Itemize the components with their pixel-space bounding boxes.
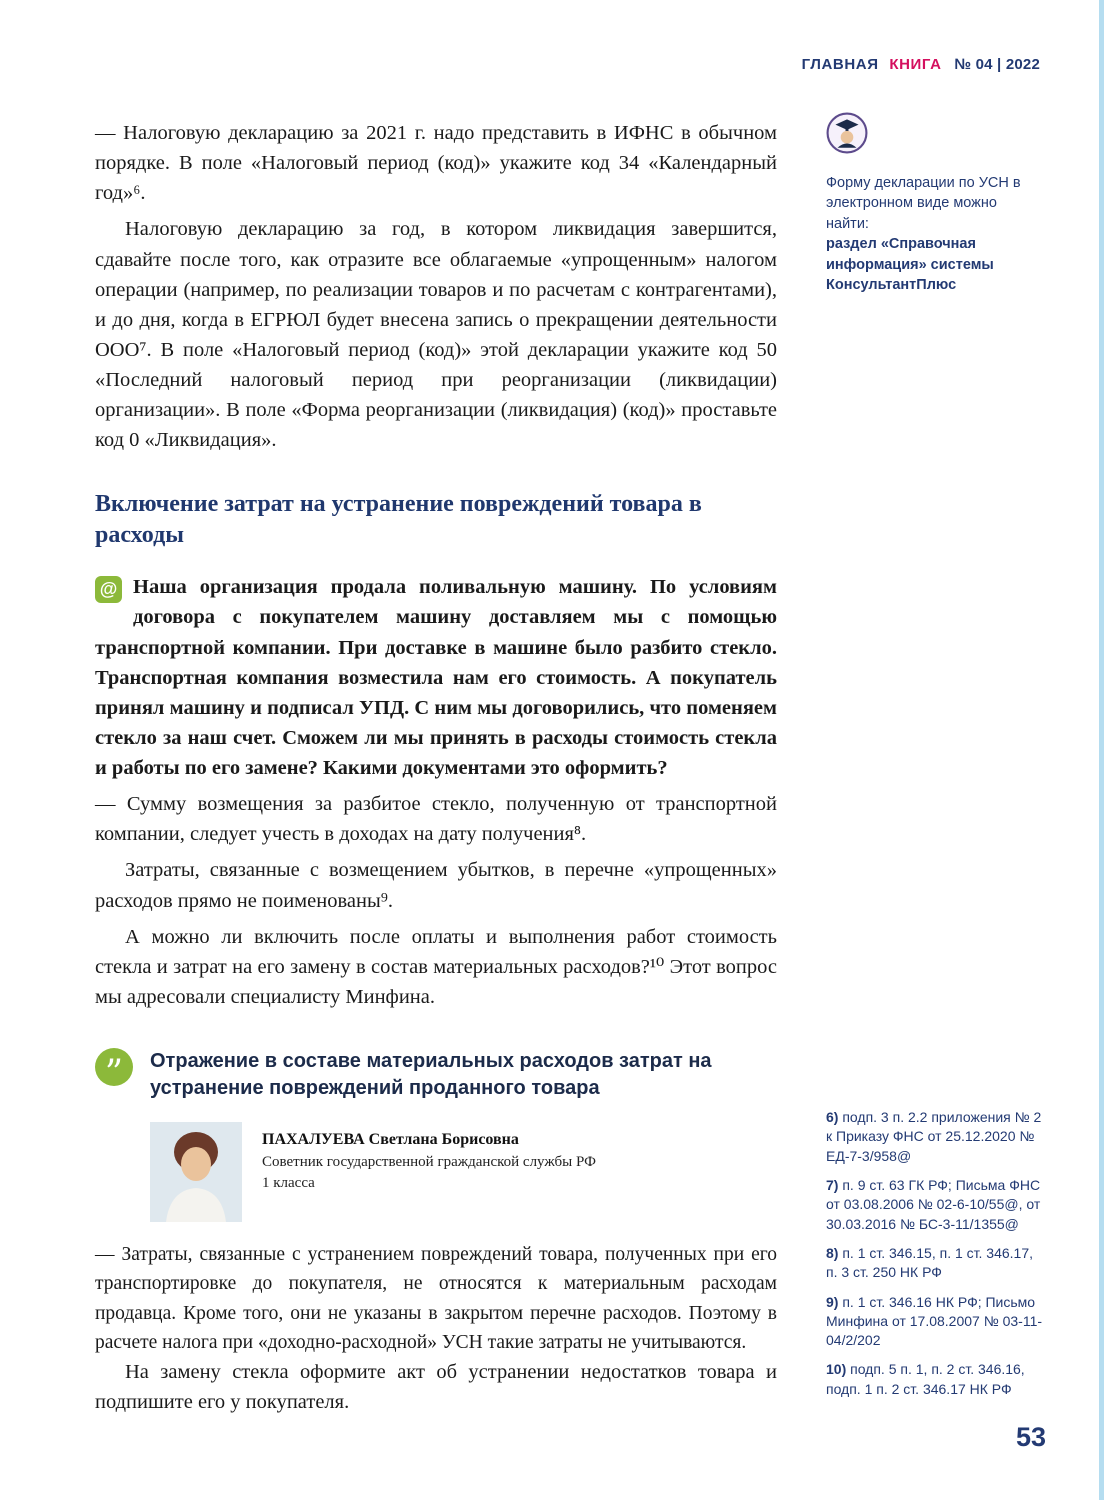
issue-number: № 04 | 2022 (954, 56, 1040, 73)
footnote-item (826, 1360, 1046, 1399)
sidebar-note-plain: Форму декларации по УСН в электронном виде можно найти: (826, 174, 1021, 232)
person-portrait-icon (150, 1122, 242, 1222)
answer-paragraph: — Налоговую декларацию за 2021 г. надо представить в ИФНС в обычном порядке. В поле «Налоговый период (код)» укажите код 34 «Календарный год»⁶. (95, 122, 777, 205)
footnote-text: подп. 3 п. 2.2 приложения № 2 к Приказу ФНС от 25.12.2020 № ЕД-7-3/958@ (826, 1109, 1042, 1164)
expert-quote-heading: Отражение в составе материальных расходов затрат на устранение повреждений проданного товара (150, 1050, 712, 1100)
page-edge-strip (1099, 0, 1104, 1500)
sidebar-note-bold: раздел «Справочная информация» системы КонсультантПлюс (826, 236, 994, 294)
footnote-item (826, 1108, 1046, 1166)
expert-photo (150, 1122, 242, 1222)
expert-mascot-icon (826, 112, 868, 154)
footnote-text: п. 9 ст. 63 ГК РФ; Письма ФНС от 03.08.2006 № 02-6-10/55@, от 30.03.2016 № БС-3-11/1355@ (826, 1176, 1041, 1232)
footnotes-block (826, 1108, 1046, 1409)
footnote-text: п. 1 ст. 346.16 НК РФ; Письмо Минфина от 17.08.2007 № 03-11-04/2/202 (826, 1293, 1043, 1349)
expert-quote-section (95, 1048, 777, 1357)
expert-title-class: 1 класса (262, 1174, 315, 1191)
footnote-number: 8) (826, 1244, 839, 1261)
footnote-number: 10) (826, 1361, 847, 1378)
question-text: Наша организация продала поливальную машину. По условиям договора с покупателем машину доставляем мы с помощью транспортной компании. При доставке в машине было разбито стекло. Транспортная компания возместила нам его стоимость. А покупатель принял машину и подписал УПД. С ним мы договорились, что поменяем стекло за наш счет. Сможем ли мы принять в расходы стоимость стекла и работы по его замене? Какими документами это оформить? (95, 576, 777, 780)
question-at-icon: @ (95, 576, 122, 603)
expert-name: ПАХАЛУЕВА Светлана Борисовна (262, 1131, 519, 1149)
expert-title: Советник государственной гражданской службы РФ (262, 1153, 596, 1170)
expert-quote-text: — Затраты, связанные с устранением повреждений товара, полученных при его транспортировке до покупателя, не относятся к материальным расходам продавца. Кроме того, они не указаны в закрытом перечне расходов. Поэтому в расчете налога при «доходно-расходной» УСН такие затраты не учитываются. (95, 1244, 777, 1353)
answer-paragraph: Затраты, связанные с возмещением убытков, в перечне «упрощенных» расходов прямо не поименованы⁹. (95, 859, 777, 912)
sidebar-note-text (826, 173, 1040, 296)
expert-info (262, 1122, 596, 1194)
footnote-text: подп. 5 п. 1, п. 2 ст. 346.16, подп. 1 п. 2 ст. 346.17 НК РФ (826, 1361, 1025, 1397)
closing-paragraph: На замену стекла оформите акт об устранении недостатков товара и подпишите его у покупателя. (95, 1361, 777, 1414)
answer-paragraph: Налоговую декларацию за год, в котором ликвидация завершится, сдавайте после того, как отразите все облагаемые «упрощенным» налогом операции (например, по реализации товаров и по расчетам с контрагентами), и до дня, когда в ЕГРЮЛ будет внесена запись о прекращении деятельности ООО⁷. В поле «Налоговый период (код)» этой декларации укажите код 50 «Последний налоговый период при реорганизации (ликвидации) организации». В поле «Форма реорганизации (ликвидация) (код)» проставьте код 0 «Ликвидация». (95, 218, 777, 452)
question-block (95, 572, 777, 783)
answer-paragraph: — Сумму возмещения за разбитое стекло, полученную от транспортной компании, следует учесть в доходах на дату получения⁸. (95, 793, 777, 846)
brand-kniga: КНИГА (889, 56, 942, 73)
footnote-item (826, 1293, 1046, 1351)
section-heading: Включение затрат на устранение повреждений товара в расходы (95, 491, 702, 548)
quote-icon: ” (95, 1048, 133, 1086)
footnote-number: 7) (826, 1176, 839, 1193)
footnote-number: 9) (826, 1293, 839, 1310)
footnote-number: 6) (826, 1109, 839, 1125)
answer-paragraph: А можно ли включить после оплаты и выполнения работ стоимость стекла и затрат на его замену в состав материальных расходов?¹⁰ Этот вопрос мы адресовали специалисту Минфина. (95, 925, 777, 1008)
brand-glavnaya: ГЛАВНАЯ (801, 56, 879, 73)
expert-profile (150, 1122, 777, 1222)
footnote-item (826, 1176, 1046, 1234)
masthead (802, 56, 1040, 73)
footnote-item (826, 1244, 1046, 1283)
sidebar-note (826, 112, 1040, 296)
page-number: 53 (1015, 1422, 1046, 1452)
article-column (95, 118, 777, 1417)
footnote-text: п. 1 ст. 346.15, п. 1 ст. 346.17, п. 3 ст. 250 НК РФ (826, 1244, 1034, 1281)
